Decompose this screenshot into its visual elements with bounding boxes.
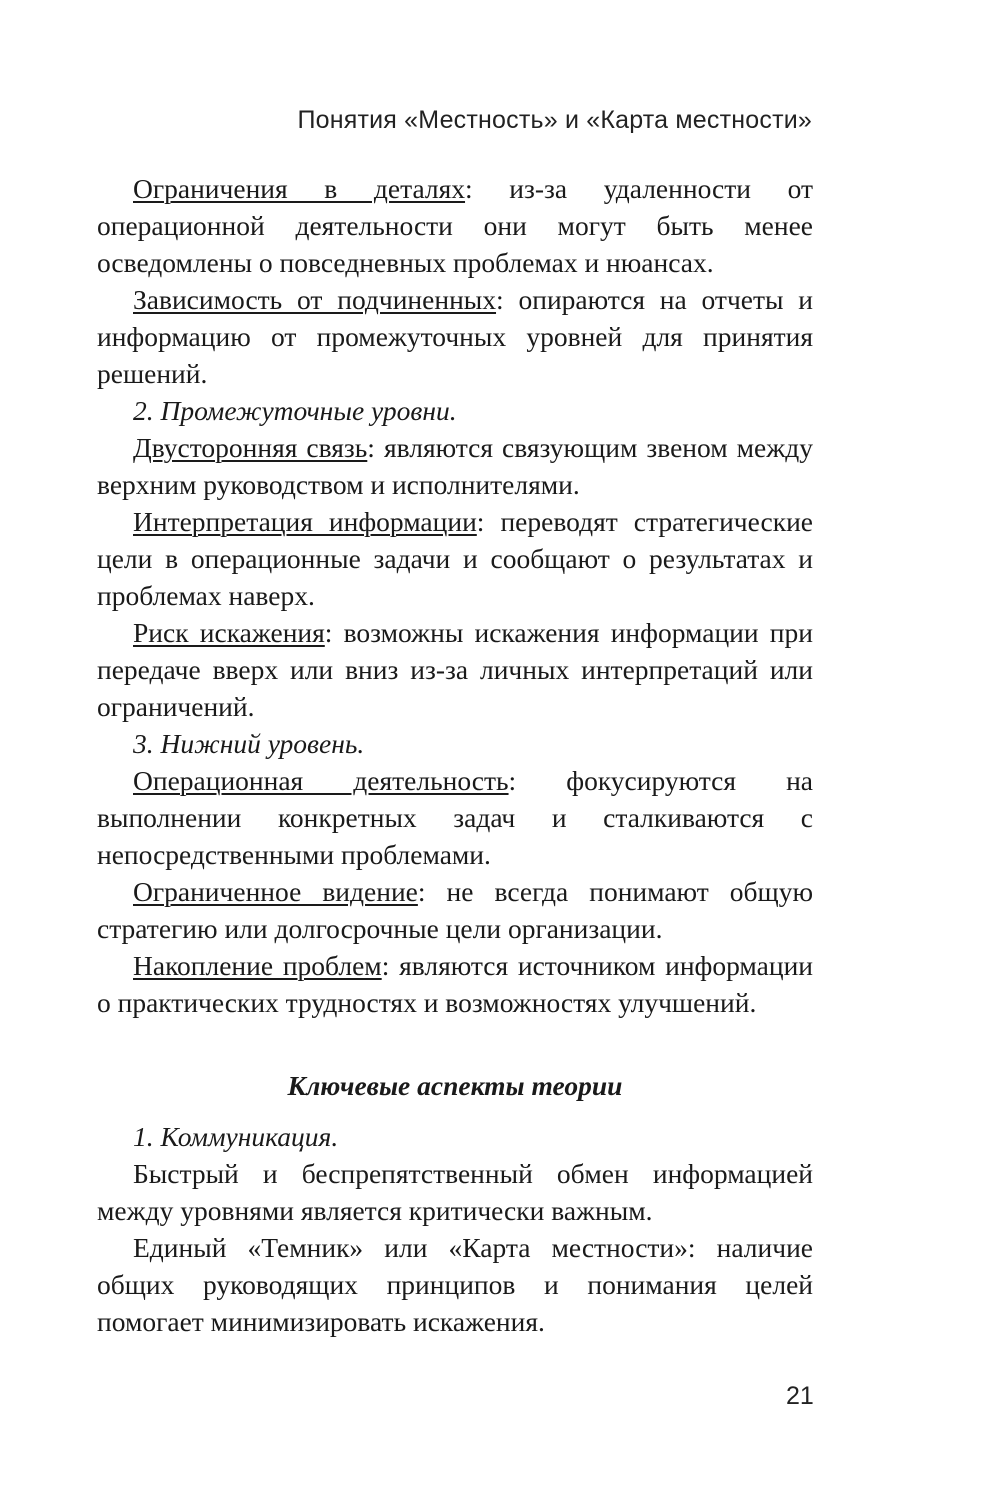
paragraph-text: : из-за удаленности от операционной деятельности они могут быть менее осведомлены о повседневных проблемах и нюансах. [97, 173, 813, 278]
paragraph-text: : не всегда понимают общую стратегию или долгосрочные цели организации. [97, 876, 813, 944]
paragraph [97, 170, 813, 281]
page-number: 21 [786, 1382, 814, 1410]
term: Риск искажения [133, 617, 325, 648]
section-heading: Ключевые аспекты теории [287, 1070, 623, 1101]
paragraph-text: : фокусируются на выполнении конкретных задач и сталкиваются с непосредственными проблемами. [97, 765, 813, 870]
paragraph-text: : опираются на отчеты и информацию от промежуточных уровней для принятия решений. [97, 284, 813, 389]
term: Ограниченное видение [133, 876, 418, 907]
paragraph [97, 947, 813, 1021]
term: Операционная деятельность [133, 765, 509, 796]
term: Ограничения в деталях [133, 173, 466, 204]
paragraph: Единый «Темник» или «Карта местности»: наличие общих руководящих принципов и понимания целей помогает минимизировать искажения. [97, 1232, 813, 1337]
term: Зависимость от подчиненных [133, 284, 497, 315]
paragraph-text: : являются источником информации о практических трудностях и возможностях улучшений. [97, 950, 814, 1018]
paragraph [97, 281, 813, 392]
running-head: Понятия «Местность» и «Карта местности» [297, 106, 812, 134]
subsection-label: 1. Коммуникация. [133, 1121, 339, 1152]
term: Двусторонняя связь [133, 432, 368, 463]
paragraph [97, 762, 813, 873]
paragraph-text: : переводят стратегические цели в операционные задачи и сообщают о результатах и проблемах наверх. [97, 506, 813, 611]
body-text [97, 170, 813, 1340]
paragraph-text: : возможны искажения информации при передаче вверх или вниз из-за личных интерпретаций или ограничений. [97, 617, 813, 722]
paragraph [97, 503, 813, 614]
paragraph [97, 429, 813, 503]
term: Интерпретация информации [133, 506, 477, 537]
paragraph [97, 873, 813, 947]
subsection-label: 2. Промежуточные уровни. [133, 395, 457, 426]
subsection-label: 3. Нижний уровень. [133, 728, 365, 759]
paragraph-text: : являются связующим звеном между верхним руководством и исполнителями. [97, 432, 813, 500]
paragraph: Быстрый и беспрепятственный обмен информацией между уровнями является критически важным. [97, 1158, 813, 1226]
term: Накопление проблем [133, 950, 382, 981]
paragraph [97, 614, 813, 725]
